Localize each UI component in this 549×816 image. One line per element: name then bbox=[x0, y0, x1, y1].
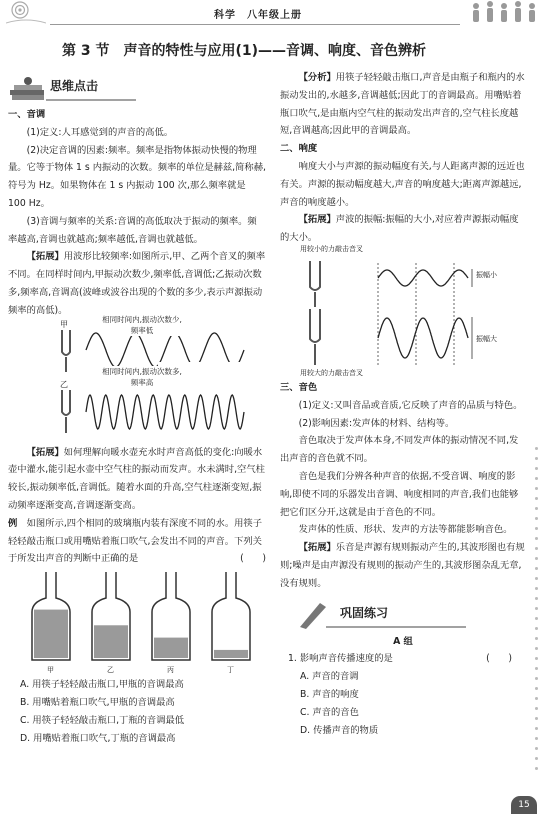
caption-high-frequency: 相同时间内,振动次数多,频率高 bbox=[102, 366, 182, 387]
option-b: B. 用嘴贴着瓶口吹气,甲瓶的音调最高 bbox=[20, 696, 175, 708]
header-rule bbox=[50, 24, 460, 25]
analysis-text: 用筷子轻轻敲击瓶口,声音是由瓶子和瓶内的水振动发出的,水越多,音调越低;因此丁的音调最高。用嘴贴着瓶口吹气,是由瓶内空气柱的振动发出声音的,空气柱长度越短,音调越高;因此甲的音调最高。 bbox=[280, 72, 525, 137]
bottle-icon bbox=[152, 572, 190, 660]
tuning-fork-waveform-figure bbox=[8, 314, 266, 444]
extension-tag: 【拓展】 bbox=[26, 446, 64, 458]
students-logo-icon bbox=[464, 0, 544, 28]
fork-a-icon bbox=[62, 330, 70, 372]
timbre-definition: (1)定义:又叫音品或音质,它反映了声音的品质与特色。 bbox=[298, 399, 523, 411]
pitch-factor: (2)决定音调的因素:频率。频率是指物体振动快慢的物理量。它等于物体 1 s 内振动的次数。频率的单位是赫兹,简称赫,符号为 Hz。如果物体在 1 s 内振动 100 次,那么频率就是 100 Hz。 bbox=[8, 144, 266, 209]
question-1-blank: ( ) bbox=[486, 653, 512, 665]
label-small-amplitude: 振幅小 bbox=[476, 270, 497, 279]
bottle-icon bbox=[92, 572, 130, 660]
decorative-dots bbox=[535, 440, 545, 777]
caption-small-force: 用较小的力敲击音叉 bbox=[300, 244, 363, 253]
practice-banner bbox=[280, 597, 526, 633]
bottle-label: 丁 bbox=[227, 666, 234, 675]
answer-blank: ( ) bbox=[240, 553, 266, 565]
bottle-icon bbox=[32, 572, 70, 660]
loudness-text: 响度大小与声源的振动幅度有关,与人距离声源的远近也有关。声源的振动幅度越大,声音的响度越大;距离声源越远,声音的响度越小。 bbox=[280, 160, 525, 208]
pitch-frequency-relation: (3)音调与频率的关系:音调的高低取决于振动的频率。频率越高,音调也就越高;频率越低,音调也就越低。 bbox=[8, 215, 257, 245]
page-header bbox=[0, 0, 549, 30]
heading-loudness: 二、响度 bbox=[280, 143, 318, 155]
option-d: D. 用嘴贴着瓶口吹气,丁瓶的音调最高 bbox=[20, 732, 176, 744]
pitch-definition: (1)定义:人耳感觉到的声音的高低。 bbox=[26, 126, 174, 138]
caption-large-force: 用较大的力敲击音叉 bbox=[300, 368, 363, 377]
q1-option-a: A. 声音的音调 bbox=[300, 671, 359, 683]
extension-frequency-waveform: 用波形比较频率:如图所示,甲、乙两个音叉的频率不同。在同样时间内,甲振动次数少,频率低,音调低;乙振动次数多,频率高,音调高(波峰或波谷出现的个数的多少,表示声源振动频率的高低)。 bbox=[8, 251, 266, 316]
timbre-factors: (2)影响因素:发声体的材料、结构等。 bbox=[298, 417, 455, 429]
bottle-label: 甲 bbox=[47, 666, 54, 675]
thinking-point-label: 思维点击 bbox=[50, 79, 99, 93]
header-subject: 科学 八年级上册 bbox=[214, 10, 302, 21]
bottle-label: 乙 bbox=[107, 666, 114, 675]
option-c: C. 用筷子轻轻敲击瓶口,丁瓶的音调最低 bbox=[20, 714, 185, 726]
timbre-distinguish: 音色是我们分辨各种声音的依据,不受音调、响度的影响,即使不同的乐器发出音调、响度相同的声音,我们也能够把它们区分开,这就是由于音色的不同。 bbox=[280, 470, 519, 518]
bottle-icon bbox=[212, 572, 250, 660]
extension-kettle: 如何理解向暖水壶充水时声音高低的变化:向暖水壶中灌水,能引起水壶中空气柱的振动而发声。水未满时,空气柱较长,振动频率低,音调低。随着水面的升高,空气柱逐渐变短,振动频率逐渐变高,音调逐渐变高。 bbox=[8, 446, 265, 511]
fork-small-icon bbox=[310, 261, 320, 307]
page-number: 15 bbox=[511, 796, 537, 814]
extension-tag: 【拓展】 bbox=[26, 251, 64, 263]
left-column bbox=[8, 76, 266, 747]
timbre-influences: 发声体的性质、形状、发声的方法等都能影响音色。 bbox=[298, 524, 513, 536]
practice-label: 巩固练习 bbox=[340, 605, 389, 620]
extension-tag: 【拓展】 bbox=[298, 214, 336, 226]
fork-large-icon bbox=[310, 309, 320, 365]
bottles-diagram bbox=[8, 568, 266, 664]
q1-option-c: C. 声音的音色 bbox=[300, 706, 359, 718]
extension-tag: 【拓展】 bbox=[298, 542, 336, 554]
question-1: 1. 影响声音传播速度的是 bbox=[288, 653, 393, 665]
option-a: A. 用筷子轻轻敲击瓶口,甲瓶的音调最高 bbox=[20, 679, 184, 691]
heading-pitch: 一、音调 bbox=[8, 109, 46, 120]
section-title: 第 3 节 声音的特性与应用(1)——音调、响度、音色辨析 bbox=[62, 43, 427, 59]
fork-b-icon bbox=[62, 390, 70, 433]
label-large-amplitude: 振幅大 bbox=[476, 334, 497, 343]
extension-amplitude: 声波的振幅:振幅的大小,对应着声源振动幅度的大小。 bbox=[280, 214, 519, 244]
fork-a-label: 甲 bbox=[60, 319, 68, 329]
amplitude-figure bbox=[280, 244, 526, 379]
bottles-figure bbox=[8, 568, 266, 676]
swirl-logo-icon bbox=[6, 0, 46, 26]
group-a-heading: A 组 bbox=[393, 635, 413, 647]
thinking-point-banner bbox=[8, 76, 266, 106]
q1-option-d: D. 传播声音的物质 bbox=[300, 724, 379, 736]
analysis-tag: 【分析】 bbox=[298, 72, 336, 83]
extension-music-noise: 乐音是声源有规则振动产生的,其波形图也有规则;噪声是由声源没有规则的振动产生的,其波形图杂乱无章,没有规则。 bbox=[280, 542, 525, 589]
q1-option-b: B. 声音的响度 bbox=[300, 688, 359, 700]
example-question: 如图所示,四个相同的玻璃瓶内装有深度不同的水。用筷子轻轻敲击瓶口或用嘴贴着瓶口吹气,会发出不同的声音。下列关于所发出声音的判断中正确的是 bbox=[8, 517, 263, 565]
right-column bbox=[280, 69, 526, 739]
bottle-label: 丙 bbox=[167, 666, 174, 675]
timbre-source: 音色取决于发声体本身,不同发声体的振动情况不同,发出声音的音色就不同。 bbox=[280, 435, 519, 465]
fork-b-label: 乙 bbox=[60, 379, 68, 389]
heading-timbre: 三、音色 bbox=[280, 381, 318, 393]
caption-low-frequency: 相同时间内,振动次数少,频率低 bbox=[102, 314, 182, 335]
example-tag: 例 bbox=[8, 517, 18, 529]
